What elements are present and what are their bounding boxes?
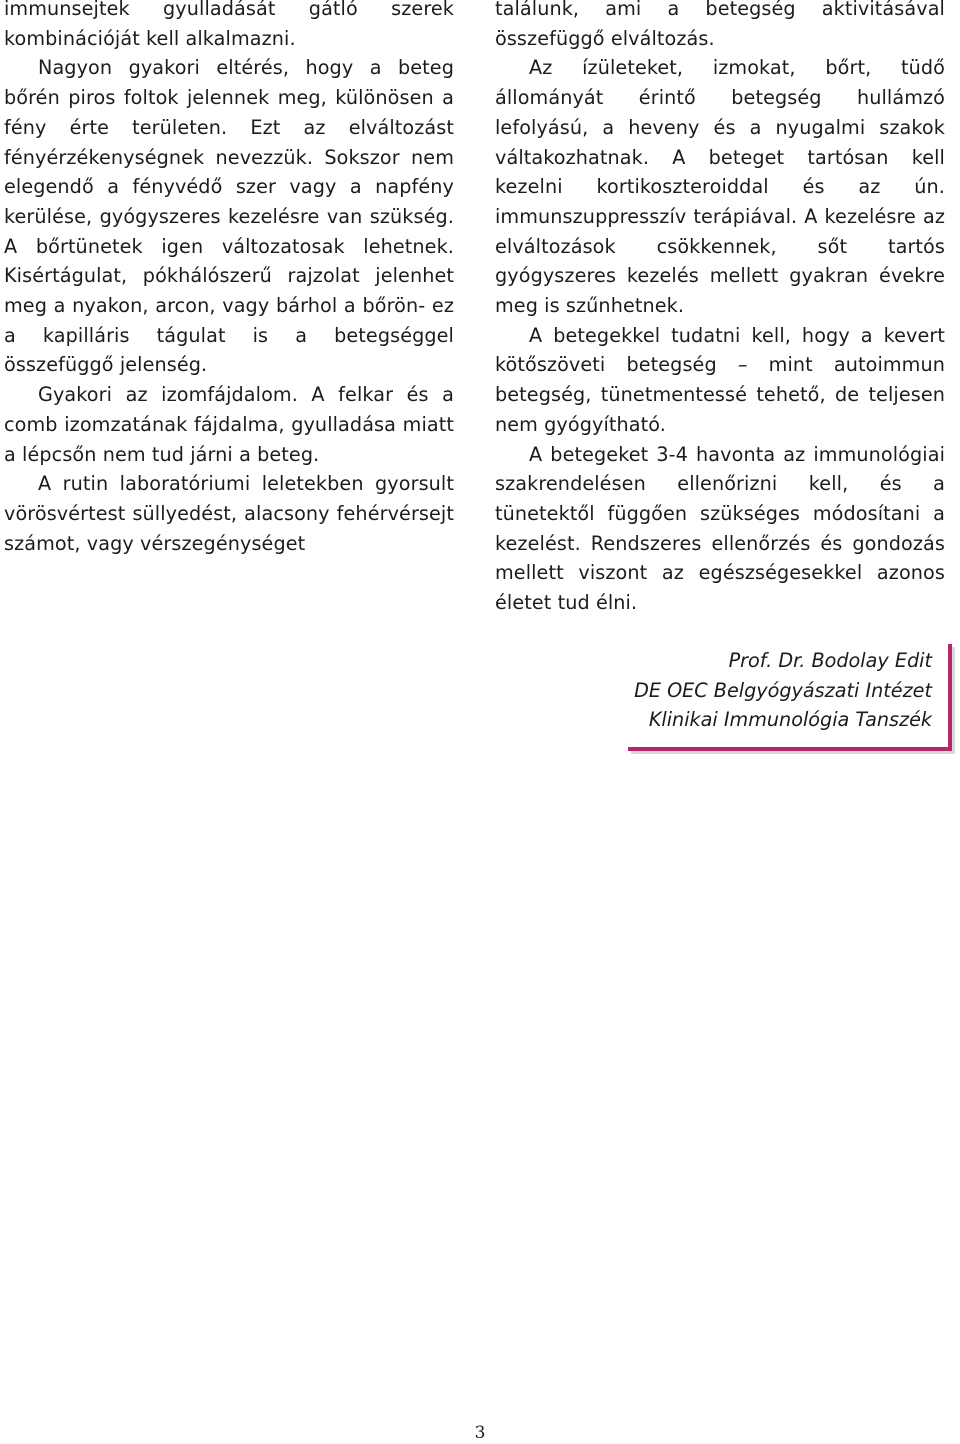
author-institute: DE OEC Belgyógyászati Intézet	[634, 678, 932, 702]
author-name: Prof. Dr. Bodolay Edit	[728, 649, 932, 672]
paragraph-continuation: találunk, ami a betegség aktivitásával összefüggő elváltozás.	[495, 0, 945, 50]
page-number: 3	[474, 1423, 486, 1443]
paragraph-patient-info: A betegekkel tudatni kell, hogy a kevert kötőszöveti betegség – mint autoimmun betegség, tünetmentessé tehető, de teljesen nem gyógyítható.	[495, 323, 945, 436]
paragraph-muscle-pain: Gyakori az izomfájdalom. A felkar és a comb izomzatának fájdalma, gyulladása miatt a lépcsőn nem tud járni a beteg.	[4, 383, 454, 466]
right-column	[495, 0, 945, 618]
author-department: Klinikai Immunológia Tanszék	[648, 708, 932, 732]
left-column	[4, 0, 454, 558]
author-signature	[628, 644, 952, 751]
paragraph-skin-symptoms: Nagyon gyakori eltérés, hogy a beteg bőrén piros foltok jelennek meg, különösen a fény érte területen. Ezt az elváltozást fényérzékenységnek nevezzük. Sokszor nem elegendő a fényvédő szer vagy a napfény kerülése, gyógyszeres kezelésre van szükség. A bőrtünetek igen változatosak lehetnek. Kisértágulat, pókhálószerű rajzolat jelenhet meg a nyakon, arcon, vagy bárhol a bőrön- ez a kapilláris tágulat is a betegséggel összefüggő jelenség.	[4, 56, 454, 377]
paragraph-laboratory: A rutin laboratóriumi leletekben gyorsult vörösvértest süllyedést, alacsony fehérvérsejt számot, vagy vérszegénységet	[4, 472, 454, 555]
paragraph-follow-up: A betegeket 3-4 havonta az immunológiai szakrendelésen ellenőrizni kell, és a tünetektől függően szükséges módosítani a kezelést. Rendszeres ellenőrzés és gondozás mellett viszont az egészségesekkel azonos életet tud élni.	[495, 442, 945, 615]
paragraph-continuation: immunsejtek gyulladását gátló szerek kombinációját kell alkalmazni.	[4, 0, 454, 50]
paragraph-disease-course: Az ízületeket, izmokat, bőrt, tüdő állományát érintő betegség hullámzó lefolyású, a heveny és a nyugalmi szakok váltakozhatnak. A beteget tartósan kell kezelni kortikoszteroiddal és az ún. immunszuppresszív terápiával. A kezelésre az elváltozások csökkennek, sőt tartós gyógyszeres kezelés mellett gyakran évekre meg is szűnhetnek.	[495, 56, 945, 318]
